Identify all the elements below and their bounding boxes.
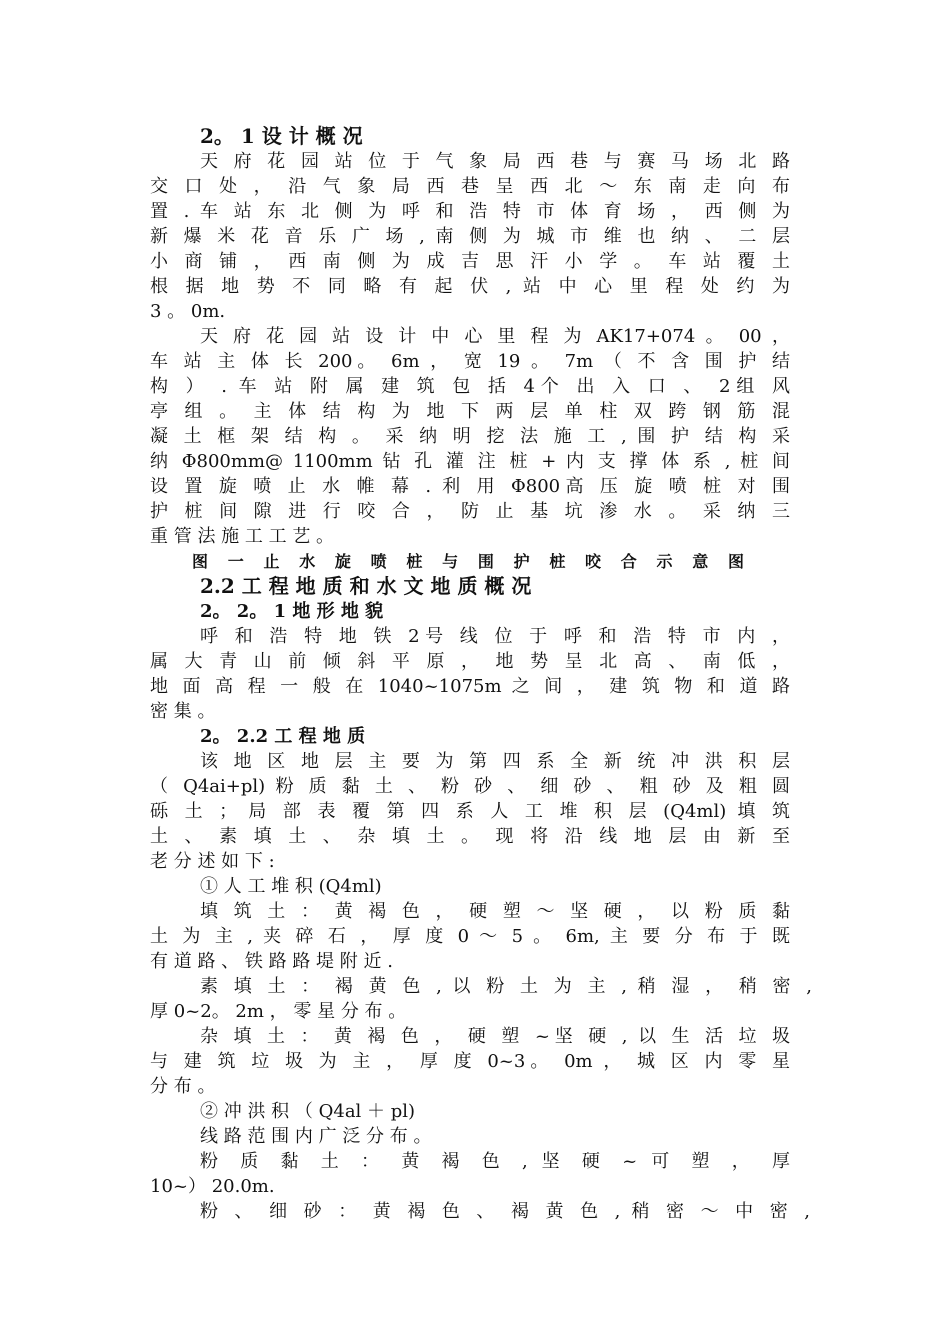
paragraph-line: 粉 质 黏 土 ： 黄 褐 色 , 坚 硬 ~ 可 塑 ， 厚 [200,1151,790,1172]
figure-caption: 图 一 止 水 旋 喷 桩 与 围 护 桩 咬 合 示 意 图 [192,552,744,571]
paragraph-line: 重 管 法 施 工 工 艺 。 [150,526,335,547]
list-item-title: ② 冲 洪 积 （ Q4al ＋ pl) [200,1101,416,1122]
paragraph-line: 3 。 0m. [150,301,226,322]
paragraph-line: 凝 土 框 架 结 构 。 采 纳 明 挖 法 施 工 , 围 护 结 构 采 [150,426,790,447]
paragraph-line: 天 府 花 园 站 位 于 气 象 局 西 巷 与 赛 马 场 北 路 [200,151,790,172]
paragraph-line: 砾 土 ； 局 部 表 覆 第 四 系 人 工 堆 积 层 (Q4ml) 填 筑 [150,801,790,822]
paragraph-line: 地 面 高 程 一 般 在 1040~1075m 之 间 ， 建 筑 物 和 道 路 [150,676,790,697]
paragraph-line: 土 为 主 , 夹 碎 石 ， 厚 度 0 ～ 5 。 6m, 主 要 分 布 于 既 [150,926,790,947]
paragraph-line: 亭 组 。 主 体 结 构 为 地 下 两 层 单 柱 双 跨 钢 筋 混 [150,401,790,422]
paragraph-line: 小 商 铺 ， 西 南 侧 为 成 吉 思 汗 小 学 。 车 站 覆 土 [150,251,790,272]
paragraph-line: 该 地 区 地 层 主 要 为 第 四 系 全 新 统 冲 洪 积 层 [200,751,790,772]
paragraph-line: 土 、 素 填 土 、 杂 填 土 。 现 将 沿 线 地 层 由 新 至 [150,826,790,847]
paragraph-line: （ Q4ai+pl) 粉 质 黏 土 、 粉 砂 、 细 砂 、 粗 砂 及 粗 圆 [150,776,790,797]
subsection-heading-2-2-1: 2。 2。 1 地 形 地 貌 [200,601,384,622]
paragraph-line: 密 集 。 [150,701,216,722]
paragraph-line: 分 布 。 [150,1076,216,1097]
paragraph-line: 有 道 路 、 铁 路 路 堤 附 近 . [150,951,393,972]
paragraph-line: 粉 、 细 砂 ： 黄 褐 色 、 褐 黄 色 , 稍 密 ～ 中 密 , [200,1201,810,1222]
paragraph-line: 呼 和 浩 特 地 铁 2号 线 位 于 呼 和 浩 特 市 内 ， [200,626,790,647]
paragraph-line: 属 大 青 山 前 倾 斜 平 原 ， 地 势 呈 北 高 、 南 低 ， [150,651,790,672]
paragraph-line: 填 筑 土 ： 黄 褐 色 ， 硬 塑 ～ 坚 硬 ， 以 粉 质 黏 [200,901,790,922]
section-heading-2-2: 2.2 工 程 地 质 和 水 文 地 质 概 况 [200,574,532,598]
paragraph-line: 新 爆 米 花 音 乐 广 场 , 南 侧 为 城 市 维 也 纳 、 二 层 [150,226,790,247]
paragraph-line: 构 ） . 车 站 附 属 建 筑 包 括 4个 出 入 口 、 2组 风 [150,376,790,397]
paragraph-line: 交 口 处 ， 沿 气 象 局 西 巷 呈 西 北 ～ 东 南 走 向 布 [150,176,790,197]
paragraph-line: 素 填 土 ： 褐 黄 色 , 以 粉 土 为 主 , 稍 湿 ， 稍 密 , [200,976,813,997]
paragraph-line: 纳 Φ800mm@ 1100mm 钻 孔 灌 注 桩 + 内 支 撑 体 系 , 桩 间 [150,451,790,472]
section-heading-2-1: 2。 1 设 计 概 况 [200,124,363,148]
paragraph-line: 根 据 地 势 不 同 略 有 起 伏 , 站 中 心 里 程 处 约 为 [150,276,790,297]
paragraph-line: 厚 0~2。 2m ， 零 星 分 布 。 [150,1001,407,1022]
paragraph-line: 与 建 筑 垃 圾 为 主 ， 厚 度 0~3。 0m ， 城 区 内 零 星 [150,1051,790,1072]
paragraph-line: 车 站 主 体 长 200。 6m ， 宽 19 。 7m （ 不 含 围 护 结 [150,351,790,372]
paragraph-line: 老 分 述 如 下 : [150,851,275,872]
paragraph-line: 置 . 车 站 东 北 侧 为 呼 和 浩 特 市 体 育 场 ， 西 侧 为 [150,201,790,222]
paragraph-line: 杂 填 土 ： 黄 褐 色 ， 硬 塑 ~坚 硬 , 以 生 活 垃 圾 [200,1026,790,1047]
subsection-heading-2-2-2: 2。 2.2 工 程 地 质 [200,726,366,747]
paragraph-line: 护 桩 间 隙 进 行 咬 合 ， 防 止 基 坑 渗 水 。 采 纳 三 [150,501,790,522]
list-item-title: ① 人 工 堆 积 (Q4ml) [200,876,382,897]
paragraph-line: 线 路 范 围 内 广 泛 分 布 。 [200,1126,432,1147]
paragraph-line: 设 置 旋 喷 止 水 帷 幕 . 利 用 Φ800高 压 旋 喷 桩 对 围 [150,476,790,497]
paragraph-line: 10~） 20.0m. [150,1176,275,1197]
paragraph-line: 天 府 花 园 站 设 计 中 心 里 程 为 AK17+074 。 00 ， [200,326,790,347]
